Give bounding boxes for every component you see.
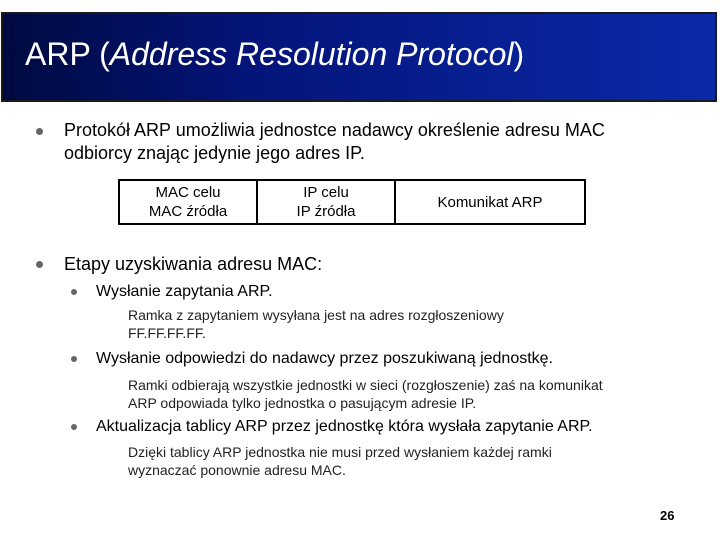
slide-title: ARP (Address Resolution Protocol) [25,36,525,72]
step-1-label: Wysłanie zapytania ARP. [96,283,273,300]
bullet-dot-icon [36,128,43,135]
sub-bullet-dot-icon [71,356,77,362]
frame-cell-message: Komunikat ARP [395,180,585,224]
bullet-arp-description [64,119,704,165]
sub-bullet-dot-icon [71,289,77,295]
bullet-dot-icon [36,261,43,268]
sub-bullet-dot-icon [71,424,77,430]
page-number: 26 [660,508,675,523]
step-2-note: Ramki odbierają wszystkie jednostki w sieci (rozgłoszenie) zaś na komunikat ARP odpowiada tylko jednostka o pasującym adresie IP. [128,377,603,411]
step-1-note: Ramka z zapytaniem wysyłana jest na adres rozgłoszeniowy FF.FF.FF.FF. [128,307,504,341]
bullet-mac-steps: Etapy uzyskiwania adresu MAC: [64,254,323,274]
step-3-label: Aktualizacja tablicy ARP przez jednostkę która wysłała zapytanie ARP. [96,418,593,435]
frame-cell-ip: IP celu IP źródła [257,180,395,224]
frame-cell-mac: MAC celu MAC źródła [119,180,257,224]
step-2-label: Wysłanie odpowiedzi do nadawcy przez poszukiwaną jednostkę. [96,350,553,367]
title-bar [1,12,717,102]
step-3-note: Dzięki tablicy ARP jednostka nie musi przed wysłaniem każdej ramki wyznaczać ponownie adresu MAC. [128,444,552,478]
arp-frame-diagram [118,179,586,225]
title-italic: Address Resolution Protocol [109,36,514,72]
bullet-line-2: odbiorcy znając jedynie jego adres IP. [64,143,365,163]
bullet-line-1: Protokół ARP umożliwia jednostce nadawcy określenie adresu MAC [64,120,605,140]
